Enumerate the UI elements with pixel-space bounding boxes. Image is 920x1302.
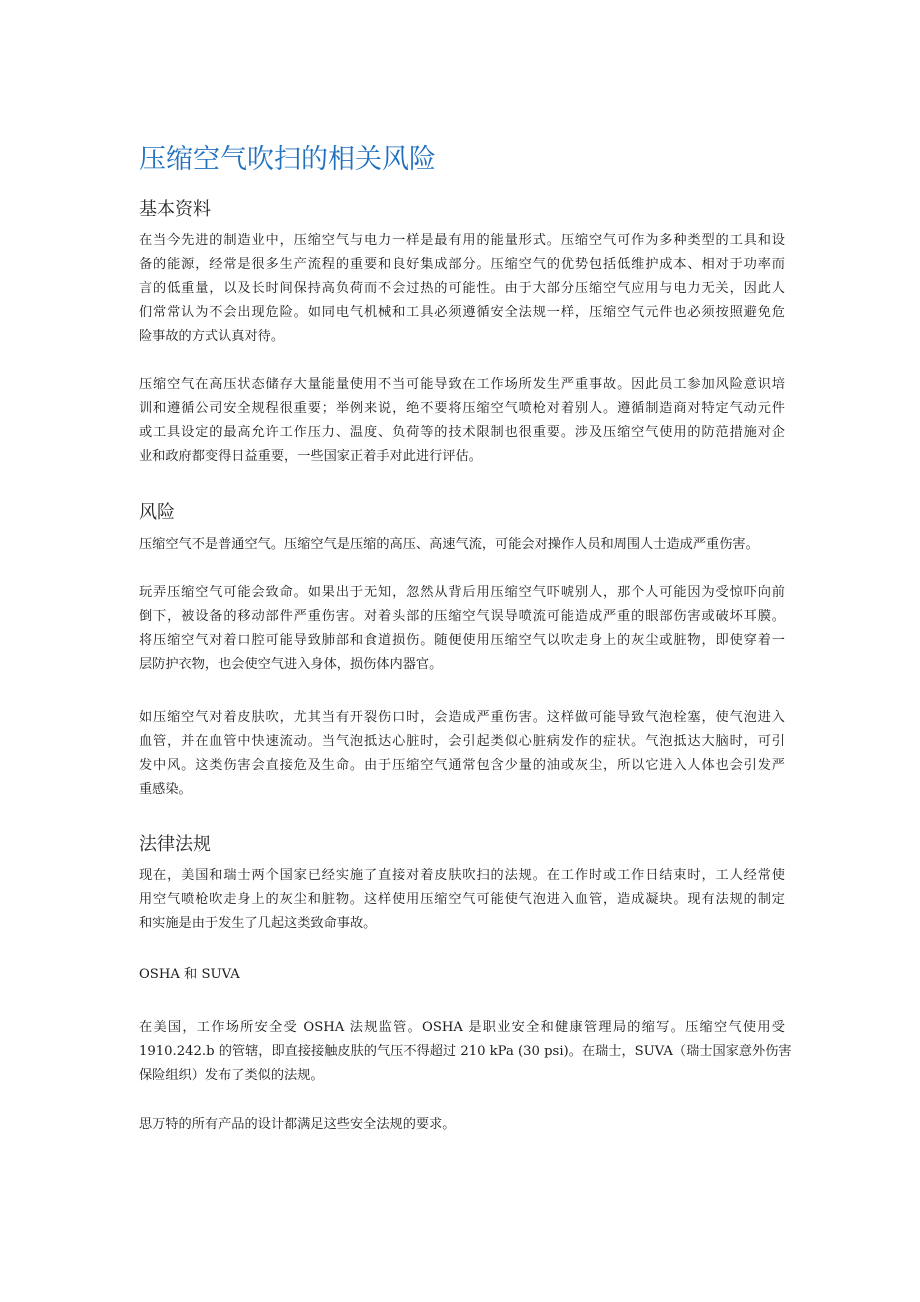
text-line: 用空气喷枪吹走身上的灰尘和脏物。这样使用压缩空气可能使气泡进入血管，造成凝块。现有法规的制定 (139, 892, 785, 907)
text-line: 如压缩空气对着皮肤吹，尤其当有开裂伤口时，会造成严重伤害。这样做可能导致气泡栓塞，使气泡进入 (139, 710, 785, 725)
text-line: 备的能源，经常是很多生产流程的重要和良好集成部分。压缩空气的优势包括低维护成本、相对于功率而 (139, 257, 785, 272)
text-line: 压缩空气不是普通空气。压缩空气是压缩的高压、高速气流，可能会对操作人员和周围人士造成严重伤害。 (139, 537, 759, 552)
section-heading-risks: 风险 (139, 502, 175, 523)
text-line: 倒下，被设备的移动部件严重伤害。对着头部的压缩空气误导喷流可能造成严重的眼部伤害或破坏耳膜。 (139, 609, 785, 624)
paragraph (139, 864, 785, 936)
text-line: 险事故的方式认真对待。 (139, 329, 285, 344)
section-heading-basics: 基本资料 (139, 199, 211, 220)
paragraph (139, 373, 785, 469)
paragraph (139, 1113, 785, 1137)
text-line: 压缩空气在高压状态储存大量能量使用不当可能导致在工作场所发生严重事故。因此员工参加风险意识培 (139, 377, 785, 392)
text-line: 们常常认为不会出现危险。如同电气机械和工具必须遵循安全法规一样，压缩空气元件也必须按照避免危 (139, 305, 785, 320)
text-line: 血管，并在血管中快速流动。当气泡抵达心脏时，会引起类似心脏病发作的症状。气泡抵达大脑时，可引 (139, 734, 785, 749)
page-title: 压缩空气吹扫的相关风险 (139, 144, 436, 175)
text-line: 将压缩空气对着口腔可能导致肺部和食道损伤。随便使用压缩空气以吹走身上的灰尘或脏物，即使穿着一 (139, 633, 785, 648)
text-line: 玩弄压缩空气可能会致命。如果出于无知，忽然从背后用压缩空气吓唬别人，那个人可能因为受惊吓向前 (139, 585, 785, 600)
text-line: 或工具设定的最高允许工作压力、温度、负荷等的技术限制也很重要。涉及压缩空气使用的防范措施对企 (139, 425, 785, 440)
text-line: 现在，美国和瑞士两个国家已经实施了直接对着皮肤吹扫的法规。在工作时或工作日结束时，工人经常使 (139, 868, 785, 883)
text-line: 训和遵循公司安全规程很重要；举例来说，绝不要将压缩空气喷枪对着别人。遵循制造商对特定气动元件 (139, 401, 785, 416)
text-line: 在美国，工作场所安全受 OSHA 法规监管。OSHA 是职业安全和健康管理局的缩写。压缩空气使用受 (139, 1020, 785, 1035)
text-line: 发中风。这类伤害会直接危及生命。由于压缩空气通常包含少量的油或灰尘，所以它进入人体也会引发严 (139, 758, 785, 773)
paragraph (139, 1016, 792, 1088)
text-line: 重感染。 (139, 782, 192, 797)
section-heading-regulations: 法律法规 (139, 834, 211, 855)
paragraph (139, 706, 785, 802)
text-line: 业和政府都变得日益重要，一些国家正着手对此进行评估。 (139, 449, 482, 464)
text-line: 言的低重量，以及长时间保持高负荷而不会过热的可能性。由于大部分压缩空气应用与电力无关，因此人 (139, 281, 785, 296)
paragraph (139, 229, 785, 349)
text-line: 1910.242.b 的管辖，即直接接触皮肤的气压不得超过 210 kPa (30 psi)。在瑞士，SUVA（瑞士国家意外伤害 (139, 1044, 792, 1059)
subheading-osha-suva (139, 963, 785, 987)
paragraph (139, 581, 785, 677)
text-line: 思万特的所有产品的设计都满足这些安全法规的要求。 (139, 1117, 456, 1132)
text-line: 层防护衣物，也会使空气进入身体，损伤体内器官。 (139, 657, 443, 672)
text-line: 保险组织）发布了类似的法规。 (139, 1068, 324, 1083)
text-line: 在当今先进的制造业中，压缩空气与电力一样是最有用的能量形式。压缩空气可作为多种类型的工具和设 (139, 233, 785, 248)
text-line: OSHA 和 SUVA (139, 967, 240, 982)
paragraph (139, 533, 785, 557)
text-line: 和实施是由于发生了几起这类致命事故。 (139, 916, 377, 931)
